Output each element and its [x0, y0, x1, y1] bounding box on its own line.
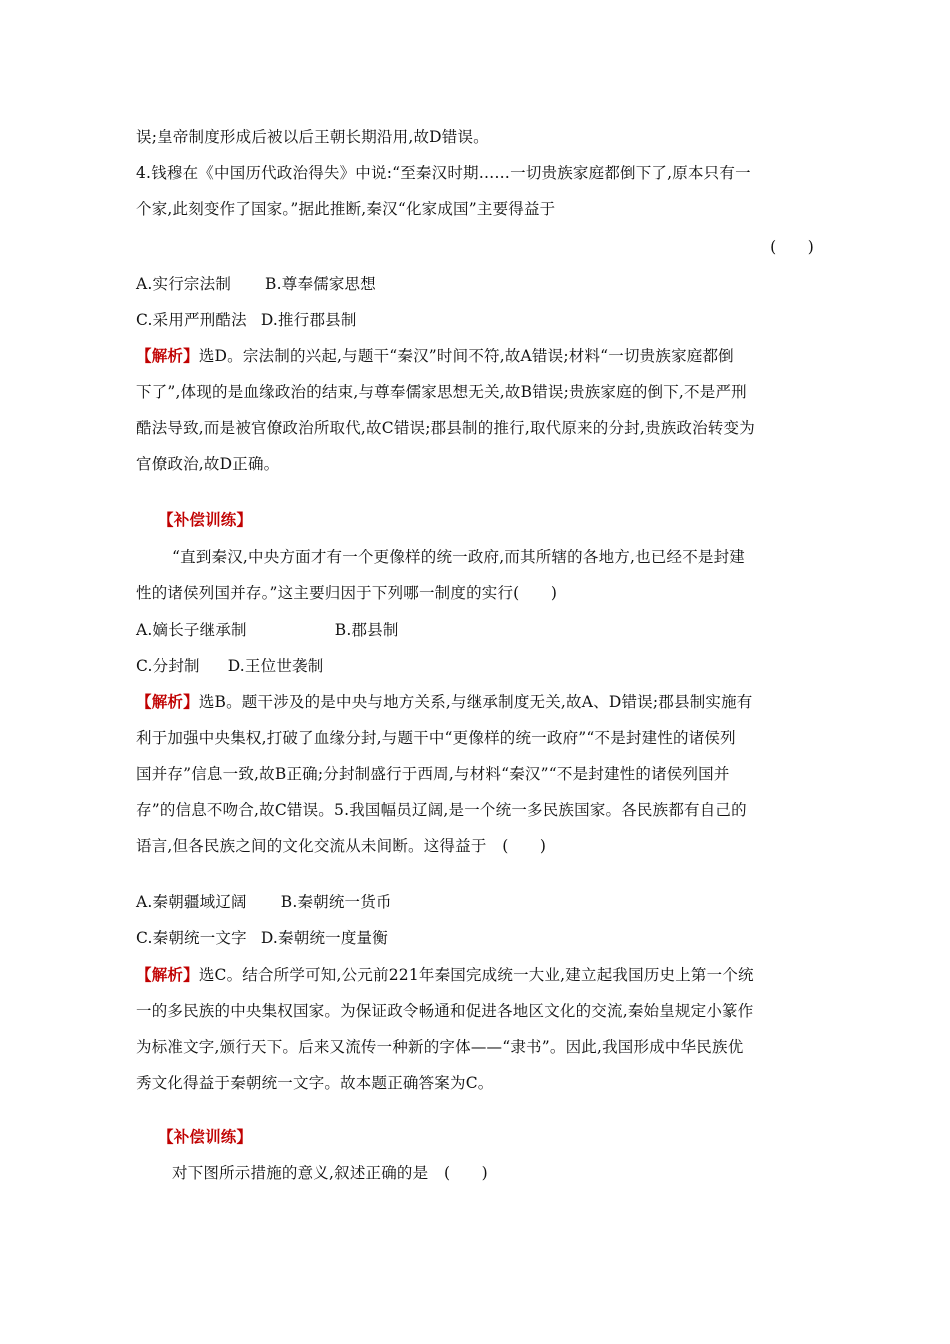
answer-s1-line-2: 利于加强中央集权,打破了血缘分封,与题干中“更像样的统一政府”“不是封建性的诸侯列 — [136, 729, 736, 747]
supplement-1-line-2: 性的诸侯列国并存。”这主要归因于下列哪一制度的实行( ) — [136, 584, 558, 602]
option-d: D.推行郡县制 — [260, 311, 357, 329]
supplement-2-line-1: 对下图所示措施的意义,叙述正确的是 ( ) — [172, 1164, 488, 1182]
supplement-1-options-ab — [136, 620, 816, 640]
option-c: C.秦朝统一文字 — [136, 929, 247, 947]
analysis-tag: 【解析】 — [136, 965, 199, 984]
answer-5-line-2: 一的多民族的中央集权国家。为保证政令畅通和促进各地区文化的交流,秦始皇规定小篆作 — [136, 1002, 754, 1020]
supplement-tag: 【补偿训练】 — [158, 1127, 253, 1146]
option-d: D.秦朝统一度量衡 — [260, 929, 388, 947]
question-4-options-ab — [136, 274, 816, 294]
question-4-paren: ( ) — [770, 238, 814, 256]
prev-answer-tail: 误;皇帝制度形成后被以后王朝长期沿用,故D错误。 — [136, 128, 489, 146]
option-a: A.嫡长子继承制 — [136, 621, 247, 639]
option-a: A.秦朝疆域辽阔 — [136, 893, 247, 911]
answer-s1-line-1 — [136, 692, 816, 712]
supplement-1-tag — [158, 510, 838, 530]
question-5-options-cd — [136, 928, 816, 948]
option-d: D.王位世袭制 — [227, 657, 324, 675]
question-4-line-2: 个家,此刻变作了国家。”据此推断,秦汉“化家成国”主要得益于 — [136, 200, 556, 218]
answer-4-line-2: 下了”,体现的是血缘政治的结束,与尊奉儒家思想无关,故B错误;贵族家庭的倒下,不是严刑 — [136, 383, 747, 401]
supplement-1-line-1: “直到秦汉,中央方面才有一个更像样的统一政府,而其所辖的各地方,也已经不是封建 — [172, 548, 746, 566]
supplement-tag: 【补偿训练】 — [158, 510, 253, 529]
option-b: B.尊奉儒家思想 — [265, 275, 376, 293]
analysis-text: 选C。结合所学可知,公元前221年秦国完成统一大业,建立起我国历史上第一个统 — [198, 966, 754, 984]
option-a: A.实行宗法制 — [136, 275, 232, 293]
question-4-options-cd — [136, 310, 816, 330]
answer-4-line-4: 官僚政治,故D正确。 — [136, 455, 280, 473]
answer-5-line-1 — [136, 965, 816, 985]
question-5-options-ab — [136, 892, 816, 912]
answer-5-line-4: 秀文化得益于秦朝统一文字。故本题正确答案为C。 — [136, 1074, 494, 1092]
analysis-tag: 【解析】 — [136, 346, 199, 365]
option-b: B.郡县制 — [334, 621, 399, 639]
supplement-1-options-cd — [136, 656, 816, 676]
answer-4-line-3: 酷法导致,而是被官僚政治所取代,故C错误;郡县制的推行,取代原来的分封,贵族政治转变为 — [136, 419, 755, 437]
question-5-line-2: 语言,但各民族之间的文化交流从未间断。这得益于 ( ) — [136, 837, 547, 855]
option-c: C.采用严刑酷法 — [136, 311, 247, 329]
option-b: B.秦朝统一货币 — [280, 893, 392, 911]
answer-s1-line-3: 国并存”信息一致,故B正确;分封制盛行于西周,与材料“秦汉”“不是封建性的诸侯列国并 — [136, 765, 730, 783]
question-4-line-1: 4.钱穆在《中国历代政治得失》中说:“至秦汉时期……一切贵族家庭都倒下了,原本只有一 — [136, 164, 751, 182]
answer-5-line-3: 为标准文字,颁行天下。后来又流传一种新的字体——“隶书”。因此,我国形成中华民族优 — [136, 1038, 744, 1056]
supplement-2-tag — [158, 1127, 838, 1147]
analysis-text: 选D。宗法制的兴起,与题干“秦汉”时间不符,故A错误;材料“一切贵族家庭都倒 — [198, 347, 734, 365]
analysis-tag: 【解析】 — [136, 692, 199, 711]
option-c: C.分封制 — [136, 657, 200, 675]
analysis-text: 选B。题干涉及的是中央与地方关系,与继承制度无关,故A、D错误;郡县制实施有 — [198, 693, 753, 711]
answer-4-line-1 — [136, 346, 816, 366]
answer-s1-line-4: 存”的信息不吻合,故C错误。5.我国幅员辽阔,是一个统一多民族国家。各民族都有自己的 — [136, 801, 747, 819]
